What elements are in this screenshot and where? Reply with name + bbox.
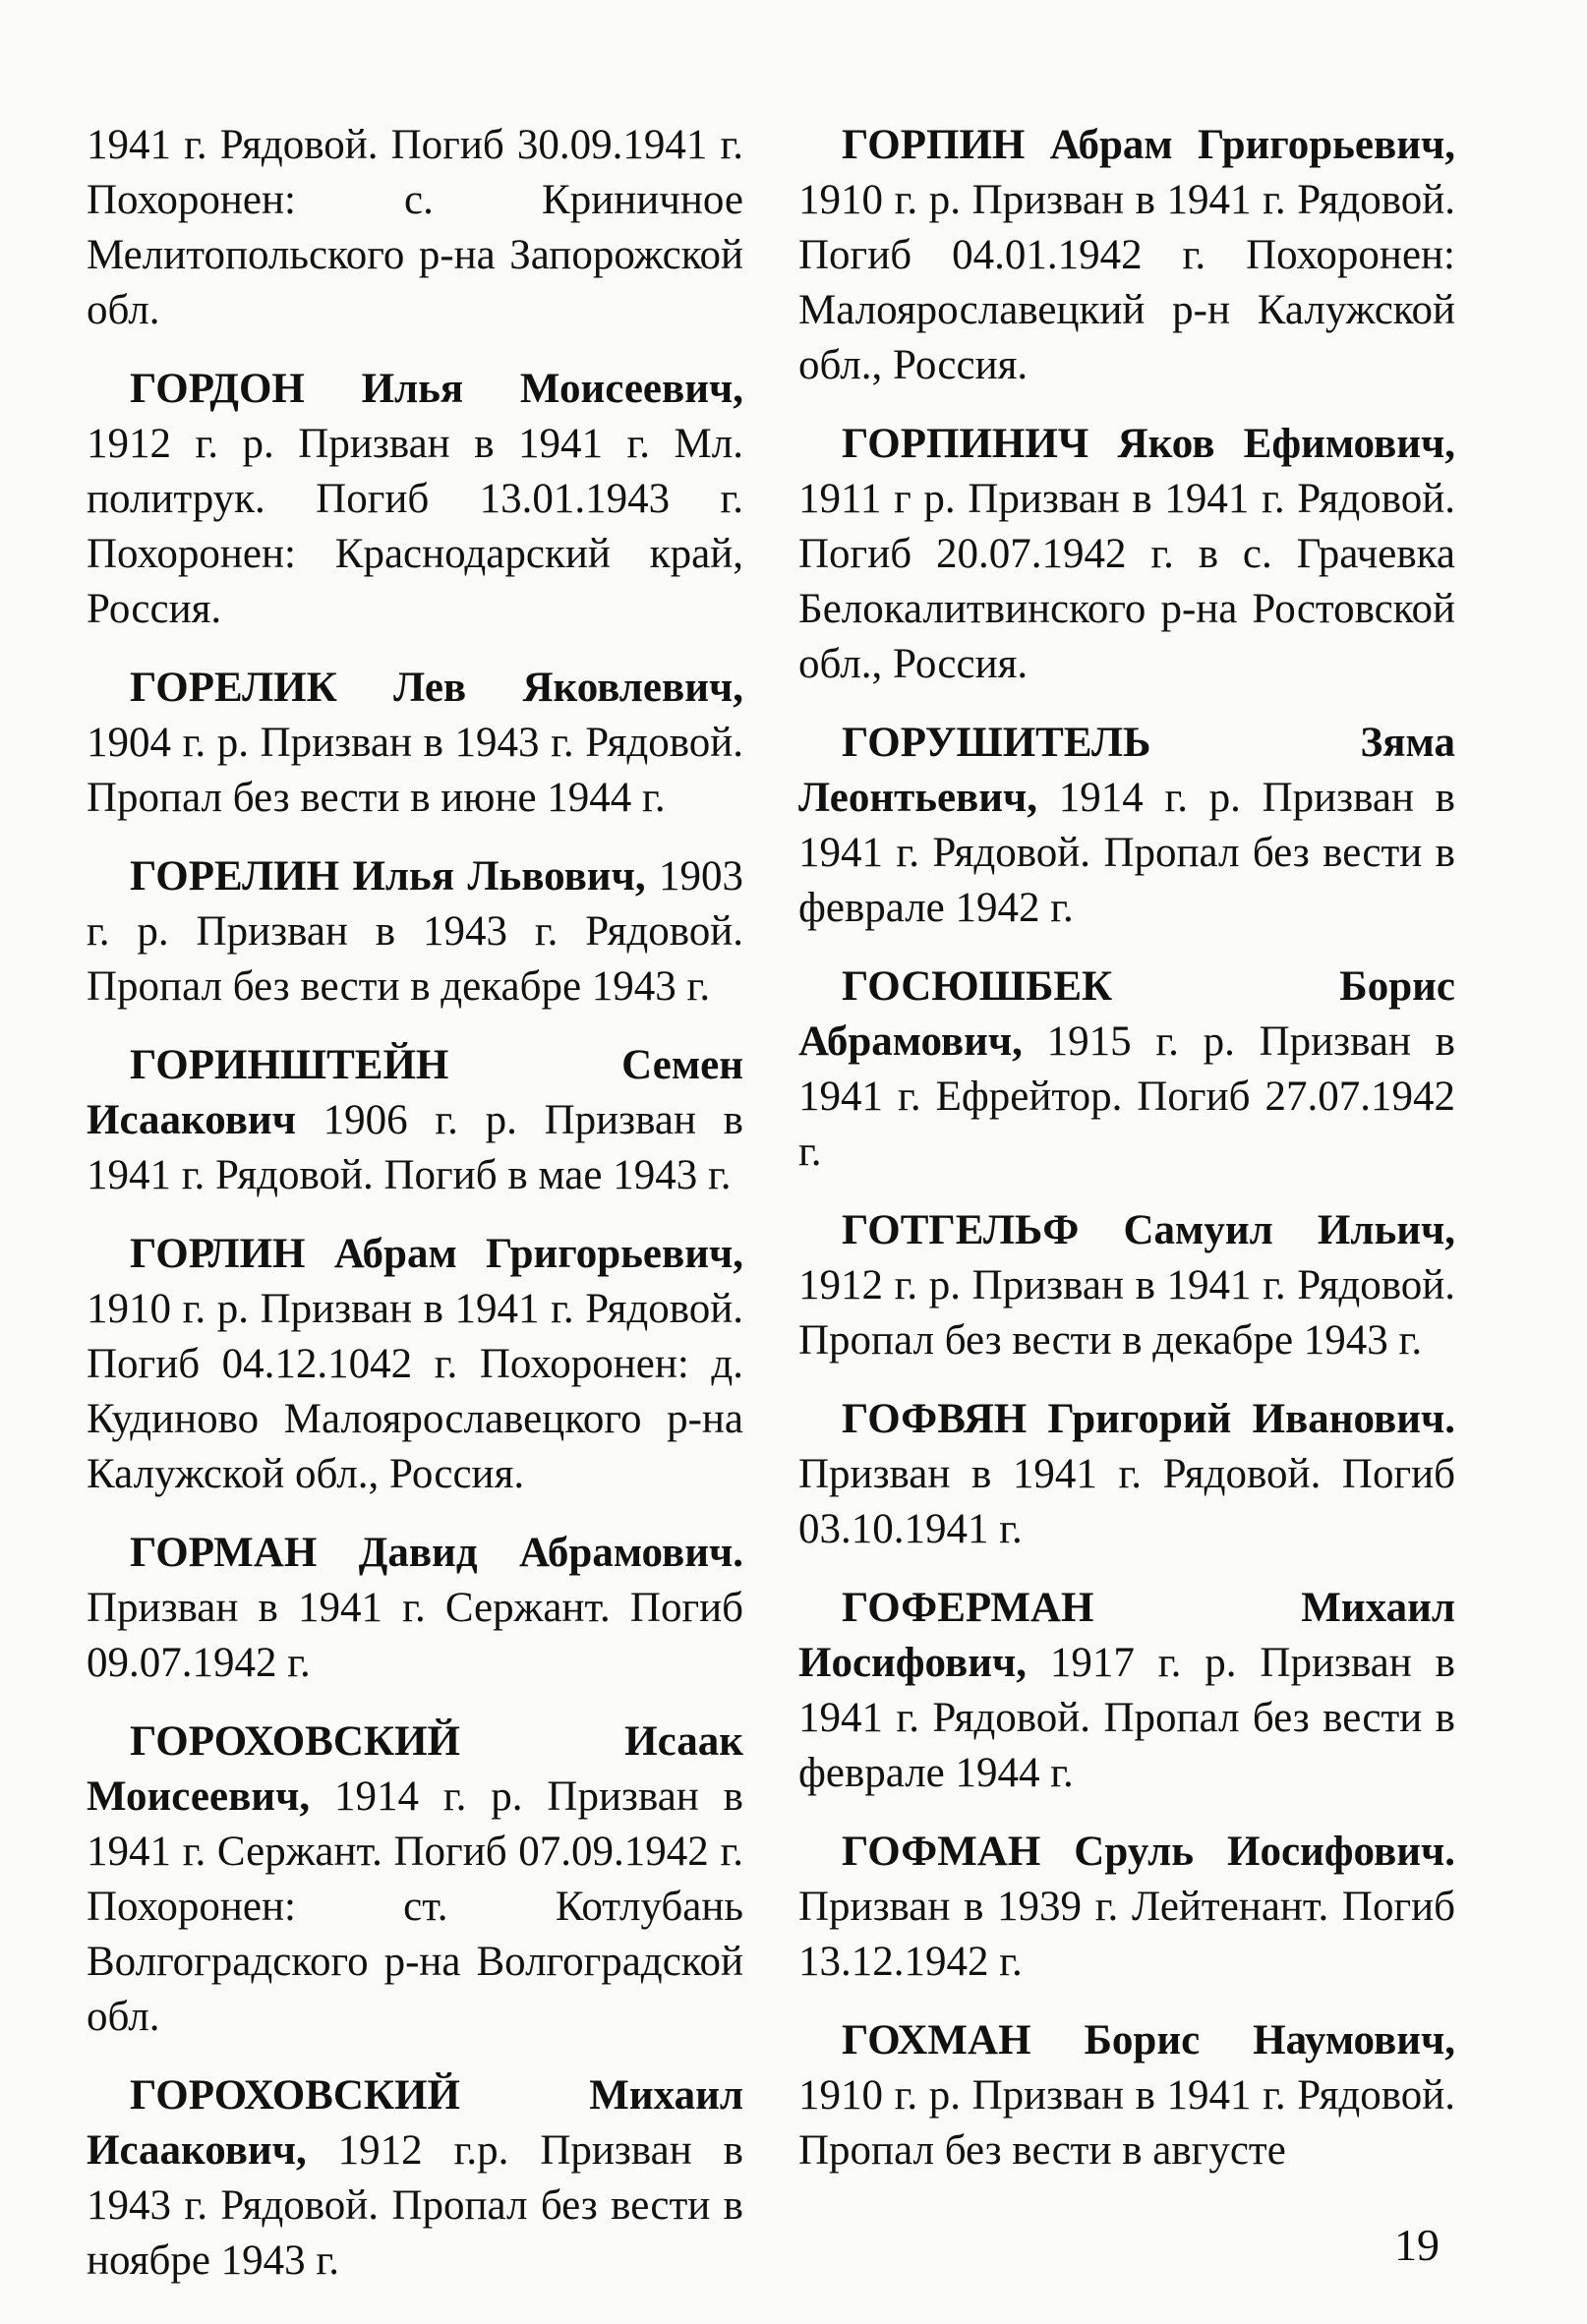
entry-gorokhovsky-isaak bbox=[87, 1714, 743, 2045]
entry-text: 1904 г. р. Призван в 1943 г. Рядовой. Пропал без вести в июне 1944 г. bbox=[87, 720, 743, 821]
entry-text: 1903 г. р. Призван в 1943 г. Рядовой. Пропал без вести в декабре 1943 г. bbox=[87, 853, 743, 1010]
entry-gorlin-abram bbox=[87, 1227, 743, 1502]
entry-text: 1906 г. р. Призван в 1941 г. Рядовой. Погиб в мае 1943 г. bbox=[87, 1097, 743, 1198]
entry-text: 1917 г. р. Призван в 1941 г. Рядовой. Пропал без вести в феврале 1944 г. bbox=[798, 1640, 1455, 1796]
entry-name: ГОФМАН Сруль Иосифович. bbox=[842, 1829, 1455, 1875]
entry-text: 1914 г. р. Призван в 1941 г. Сержант. Погиб 07.09.1942 г. Похоронен: ст. Котлубань Волгоградского р-на Волгоградской обл. bbox=[87, 1773, 743, 2040]
entry-continuation bbox=[87, 118, 743, 338]
entry-text: 1910 г. р. Призван в 1941 г. Рядовой. Пропал без вести в августе bbox=[798, 2072, 1455, 2174]
entry-text: 1912 г.р. Призван в 1943 г. Рядовой. Пропал без вести в ноябре 1943 г. bbox=[87, 2127, 743, 2284]
entry-gofman-srul bbox=[798, 1825, 1455, 1990]
entry-text: 1911 г р. Призван в 1941 г. Рядовой. Погиб 20.07.1942 г. в с. Грачевка Белокалитвинского р-на Ростовской обл., Россия. bbox=[798, 476, 1455, 687]
entry-name: ГОРПИН Абрам Григорьевич, bbox=[842, 122, 1455, 168]
entry-gorinshtein-semen bbox=[87, 1038, 743, 1203]
entry-name: ГОРУШИТЕЛЬ Зяма Леонтьевич, bbox=[798, 720, 1455, 821]
entry-gorelin-ilya bbox=[87, 849, 743, 1015]
entry-name: ГОРПИНИЧ Яков Ефимович, bbox=[842, 421, 1455, 467]
entry-gordon-ilya bbox=[87, 362, 743, 637]
entry-name: ГОРОХОВСКИЙ Михаил Исаакович, bbox=[87, 2072, 743, 2174]
entry-goferman-mikhail bbox=[798, 1581, 1455, 1801]
entry-text: Призван в 1941 г. Рядовой. Погиб 03.10.1941 г. bbox=[798, 1451, 1455, 1552]
entry-text: 1910 г. р. Призван в 1941 г. Рядовой. Погиб 04.12.1042 г. Похоронен: д. Кудиново Малоярославецкого р-на Калужской обл., Россия. bbox=[87, 1286, 743, 1497]
entry-text: 1941 г. Рядовой. Погиб 30.09.1941 г. Похоронен: с. Криничное Мелитопольского р-на Запорожской обл. bbox=[87, 122, 743, 333]
entry-name: ГОРДОН Илья Моисеевич, bbox=[130, 366, 743, 412]
entry-gosyushbek-boris bbox=[798, 959, 1455, 1180]
entry-name: ГОРИНШТЕЙН Семен Исаакович bbox=[87, 1042, 743, 1143]
entry-name: ГОФЕРМАН Михаил Иосифович, bbox=[798, 1585, 1455, 1686]
entry-name: ГОРЕЛИК Лев Яковлевич, bbox=[130, 665, 743, 711]
entry-name: ГОРЕЛИН Илья Львович, bbox=[130, 853, 646, 900]
entry-text: 1915 г. р. Призван в 1941 г. Ефрейтор. Погиб 27.07.1942 г. bbox=[798, 1018, 1455, 1175]
entry-gorpin-abram bbox=[798, 118, 1455, 393]
entry-name: ГОТГЕЛЬФ Самуил Ильич, bbox=[842, 1207, 1455, 1253]
right-column bbox=[798, 118, 1455, 2202]
entry-gofvyan-grigory bbox=[798, 1392, 1455, 1557]
entry-name: ГОХМАН Борис Наумович, bbox=[842, 2017, 1455, 2063]
entry-gorushitel-zyama bbox=[798, 716, 1455, 936]
entry-text: Призван в 1939 г. Лейтенант. Погиб 13.12.1942 г. bbox=[798, 1884, 1455, 1985]
entry-name: ГОФВЯН Григорий Иванович. bbox=[842, 1396, 1455, 1442]
entry-gorman-david bbox=[87, 1526, 743, 1691]
entry-name: ГОРМАН Давид Абрамович. bbox=[130, 1530, 743, 1576]
page-number: 19 bbox=[1394, 2220, 1440, 2270]
entry-name: ГОРОХОВСКИЙ Исаак Моисеевич, bbox=[87, 1718, 743, 1820]
entry-gorelik-lev bbox=[87, 661, 743, 826]
left-column bbox=[87, 118, 743, 2312]
entry-gotgelf-samuil bbox=[798, 1203, 1455, 1368]
entry-gorpinich-yakov bbox=[798, 417, 1455, 692]
entry-name: ГОРЛИН Абрам Григорьевич, bbox=[130, 1231, 743, 1277]
entry-gokhman-boris bbox=[798, 2013, 1455, 2179]
entry-text: 1912 г. р. Призван в 1941 г. Рядовой. Пропал без вести в декабре 1943 г. bbox=[798, 1262, 1455, 1364]
entry-text: 1914 г. р. Призван в 1941 г. Рядовой. Пропал без вести в феврале 1942 г. bbox=[798, 775, 1455, 931]
entry-text: 1912 г. р. Призван в 1941 г. Мл. политрук. Погиб 13.01.1943 г. Похоронен: Краснодарский край, Россия. bbox=[87, 421, 743, 632]
entry-gorokhovsky-mikhail bbox=[87, 2068, 743, 2289]
entry-text: Призван в 1941 г. Сержант. Погиб 09.07.1942 г. bbox=[87, 1585, 743, 1686]
entry-name: ГОСЮШБЕК Борис Абрамович, bbox=[798, 963, 1455, 1065]
entry-text: 1910 г. р. Призван в 1941 г. Рядовой. Погиб 04.01.1942 г. Похоронен: Малоярославецкий р-н Калужской обл., Россия. bbox=[798, 177, 1455, 388]
